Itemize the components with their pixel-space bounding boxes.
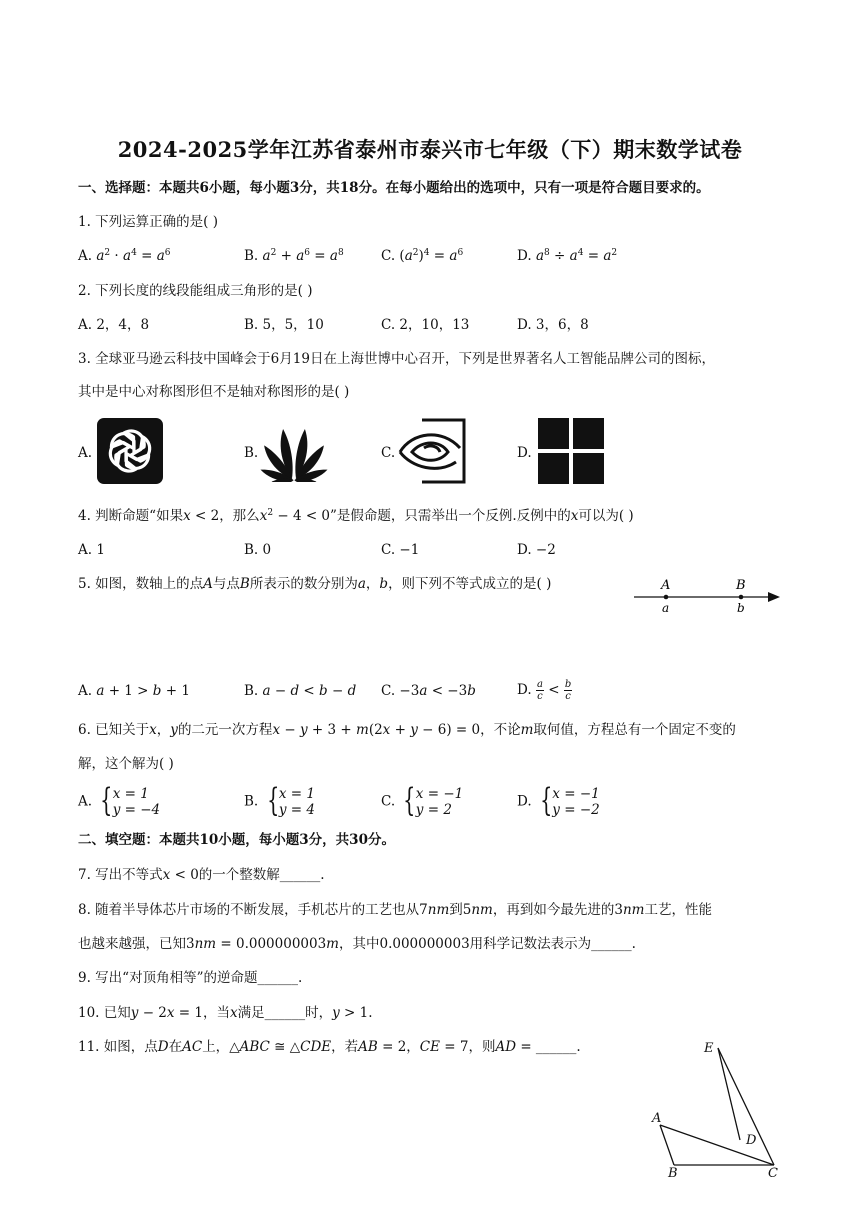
microsoft-logo-icon: [538, 418, 604, 488]
nvidia-logo-icon: [398, 418, 466, 488]
label-c: C: [768, 1166, 778, 1178]
q4-option-c: C. −1: [381, 542, 420, 558]
q6-stem-line2: 解，这个解为( ): [78, 756, 174, 772]
section-1-heading: 一、选择题：本题共6小题，每小题3分，共18分。在每小题给出的选项中，只有一项是符合题目要求的。: [78, 180, 710, 196]
q2-option-b: B. 5，5，10: [244, 317, 324, 333]
q3-label-b: B.: [244, 445, 259, 461]
q10-stem: 10. 已知y − 2x = 1，当x满足______时，y > 1.: [78, 1005, 373, 1021]
q7-stem: 7. 写出不等式x < 0的一个整数解______.: [78, 867, 325, 883]
section-2-heading: 二、填空题：本题共10小题，每小题3分，共30分。: [78, 832, 395, 848]
q2-stem: 2. 下列长度的线段能组成三角形的是( ): [78, 283, 313, 299]
q3-label-d: D.: [517, 445, 532, 461]
value-b-label: b: [737, 601, 745, 615]
label-b: B: [668, 1166, 678, 1178]
huawei-logo-icon: [259, 418, 329, 486]
q9-stem: 9. 写出“对顶角相等”的逆命题______.: [78, 970, 303, 986]
q4-option-b: B. 0: [244, 542, 272, 558]
q1-option-c: C. $(a^2)^4 = a^6$: [381, 248, 464, 264]
q3-stem-line1: 3. 全球亚马逊云科技中国峰会于6月19日在上海世博中心召开，下列是世界著名人工智能品牌公司的图标，: [78, 351, 715, 367]
point-a-label: A: [661, 578, 671, 593]
q8-stem-line1: 8. 随着半导体芯片市场的不断发展，手机芯片的工艺也从7nm到5nm，再到如今最先进的3nm工艺，性能: [78, 902, 712, 918]
q11-stem: 11. 如图，点D在AC上，△ABC ≅ △CDE，若AB = 2，CE = 7，则AD = ______.: [78, 1039, 581, 1055]
q5-option-c: C. −3a < −3b: [381, 683, 476, 699]
q6-stem-line1: 6. 已知关于x，y的二元一次方程x − y + 3 + m(2x + y − 6) = 0，不论m取何值，方程总有一个固定不变的: [78, 722, 736, 738]
q3-stem-line2: 其中是中心对称图形但不是轴对称图形的是( ): [78, 384, 350, 400]
q5-option-a: A. a + 1 > b + 1: [78, 683, 190, 699]
number-line-figure: [632, 574, 784, 622]
q5-option-d: D. $\frac{a}{c}$ < $\frac{b}{c}$: [517, 679, 572, 702]
value-a-label: a: [662, 601, 670, 615]
q4-stem: 4. 判断命题“如果x < 2，那么$x^2 - 4 < 0$”是假命题，只需举出一个反例.反例中的x可以为( ): [78, 508, 634, 524]
label-a: A: [652, 1111, 662, 1126]
q3-label-a: A.: [78, 445, 93, 461]
triangle-figure: [640, 1034, 790, 1182]
q6-option-c: C. {x = −1 y = 2: [381, 781, 464, 819]
exam-title: 2024-2025学年江苏省泰州市泰兴市七年级（下）期末数学试卷: [117, 137, 743, 162]
q4-option-a: A. 1: [78, 542, 105, 558]
q3-label-c: C.: [381, 445, 396, 461]
q5-stem: 5. 如图，数轴上的点A与点B所表示的数分别为a，b，则下列不等式成立的是( ): [78, 576, 552, 592]
q6-option-d: D. {x = −1 y = −2: [517, 781, 600, 819]
point-b-label: B: [736, 578, 746, 593]
q4-option-d: D. −2: [517, 542, 556, 558]
q5-option-b: B. a − d < b − d: [244, 683, 357, 699]
label-d: D: [746, 1133, 757, 1148]
q1-stem: 1. 下列运算正确的是( ): [78, 214, 218, 230]
q2-option-c: C. 2，10，13: [381, 317, 470, 333]
q2-option-d: D. 3，6，8: [517, 317, 589, 333]
q2-option-a: A. 2，4，8: [78, 317, 150, 333]
q8-stem-line2: 也越来越强，已知3nm = 0.000000003m，其中0.000000003用科学记数法表示为______.: [78, 936, 636, 952]
label-e: E: [704, 1041, 714, 1056]
q6-option-a: A. {x = 1 y = −4: [78, 781, 161, 819]
q1-option-a: A. $a^2 \cdot a^4 = a^6$: [78, 248, 171, 264]
openai-logo-icon: [97, 418, 163, 488]
q6-option-b: B. {x = 1 y = 4: [244, 781, 315, 819]
q1-option-b: B. $a^2 + a^6 = a^8$: [244, 248, 344, 264]
q1-option-d: D. $a^8 \div a^4 = a^2$: [517, 248, 618, 264]
